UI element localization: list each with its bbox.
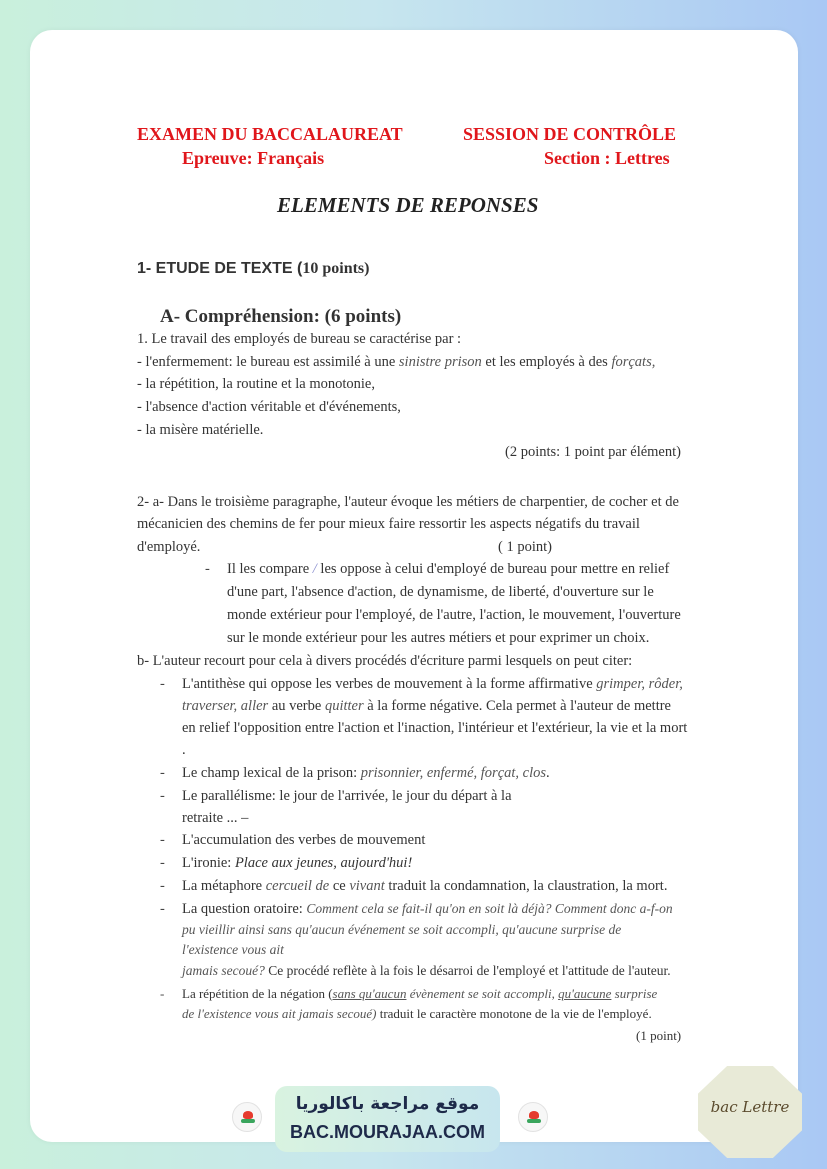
bullet-dash: - <box>160 986 165 1001</box>
q1-item: - l'absence d'action véritable et d'événements, <box>137 399 401 415</box>
procede-item: Le parallélisme: le jour de l'arrivée, le jour du départ à la <box>182 788 512 804</box>
procede-item: traverser, aller au verbe quitter à la forme négative. Cela permet à l'auteur de mettre <box>182 698 671 714</box>
q2a-answer: d'une part, l'absence d'action, de dynamisme, de liberté, d'ouverture sur le <box>227 584 654 600</box>
subject-label: Epreuve: Français <box>182 148 325 168</box>
bullet-dash: - <box>160 878 165 894</box>
bullet-dash: - <box>160 788 165 804</box>
site-logo-icon <box>232 1102 262 1132</box>
procede-item: de l'existence vous ait jamais secoué) traduit le caractère monotone de la vie de l'employé. <box>182 1006 652 1021</box>
section-label: Section : Lettres <box>544 148 670 168</box>
bac-lettre-badge-text: bac Lettre <box>710 1098 790 1116</box>
procede-item: La métaphore cercueil de ce vivant traduit la condamnation, la claustration, la mort. <box>182 878 668 894</box>
q2a-text: mécanicien des chemins de fer pour mieux faire ressortir les aspects négatifs du travail <box>137 516 640 532</box>
q2a-answer: Il les compare / les oppose à celui d'employé de bureau pour mettre en relief <box>227 561 670 577</box>
q2a-text: d'employé. <box>137 539 201 555</box>
procede-item: La répétition de la négation (sans qu'aucun évènement se soit accompli, qu'aucune surprise <box>182 986 658 1001</box>
bullet-dash: - <box>205 561 210 577</box>
procede-item: en relief l'opposition entre l'action et l'inaction, l'intérieur et l'extérieur, la vie et la mort <box>182 720 688 736</box>
procede-item: retraite ... – <box>182 810 249 826</box>
exam-title: EXAMEN DU BACCALAUREAT <box>137 124 403 144</box>
q2a-text: 2- a- Dans le troisième paragraphe, l'auteur évoque les métiers de charpentier, de cocher et de <box>137 494 679 510</box>
procede-item: L'antithèse qui oppose les verbes de mouvement à la forme affirmative grimper, rôder, <box>182 676 683 692</box>
q2b-intro: b- L'auteur recourt pour cela à divers procédés d'écriture parmi lesquels on peut citer: <box>137 653 633 669</box>
q2a-answer: monde extérieur pour l'employé, de l'autre, l'action, le mouvement, l'ouverture <box>227 607 681 623</box>
part-a-heading: A- Compréhension: (6 points) <box>160 306 402 327</box>
site-banner[interactable] <box>275 1086 500 1152</box>
site-logo-icon <box>518 1102 548 1132</box>
q1-item: - la misère matérielle. <box>137 422 264 438</box>
procede-item: L'accumulation des verbes de mouvement <box>182 832 426 848</box>
bullet-dash: - <box>160 855 165 871</box>
procede-item: La question oratoire: Comment cela se fait-il qu'on en soit là déjà? Comment donc a-f-on <box>182 901 673 917</box>
q1-item: - l'enfermement: le bureau est assimilé à une sinistre prison et les employés à des forçats, <box>137 354 656 370</box>
q2a-points: ( 1 point) <box>498 539 552 555</box>
bullet-dash: - <box>160 901 165 917</box>
q1-intro: 1. Le travail des employés de bureau se caractérise par : <box>137 331 462 347</box>
section-heading: 1- ETUDE DE TEXTE (10 points) <box>137 260 370 277</box>
site-arabic-name: موقع مراجعة باكالوريا <box>295 1094 480 1114</box>
site-url[interactable]: BAC.MOURAJAA.COM <box>290 1122 485 1142</box>
q2b-points: (1 point) <box>636 1028 682 1043</box>
procede-item: Le champ lexical de la prison: prisonnier, enfermé, forçat, clos. <box>182 765 550 781</box>
q2a-answer: sur le monde extérieur pour les autres métiers et pour exprimer un choix. <box>227 630 650 646</box>
document-title: ELEMENTS DE REPONSES <box>277 193 539 217</box>
procede-item: L'ironie: Place aux jeunes, aujourd'hui! <box>182 855 413 871</box>
bullet-dash: - <box>160 676 165 692</box>
procede-item: . <box>182 742 186 758</box>
session-title: SESSION DE CONTRÔLE <box>463 124 677 144</box>
procede-item: jamais secoué? Ce procédé reflète à la fois le désarroi de l'employé et l'attitude de l'auteur. <box>182 963 671 978</box>
procede-item: pu vieillir ainsi sans qu'aucun événement se soit accompli, qu'aucune surprise de <box>182 922 622 937</box>
procede-item: l'existence vous ait <box>182 942 284 957</box>
q1-item: - la répétition, la routine et la monotonie, <box>137 376 375 392</box>
q1-points: (2 points: 1 point par élément) <box>505 444 681 460</box>
bullet-dash: - <box>160 765 165 781</box>
bullet-dash: - <box>160 832 165 848</box>
